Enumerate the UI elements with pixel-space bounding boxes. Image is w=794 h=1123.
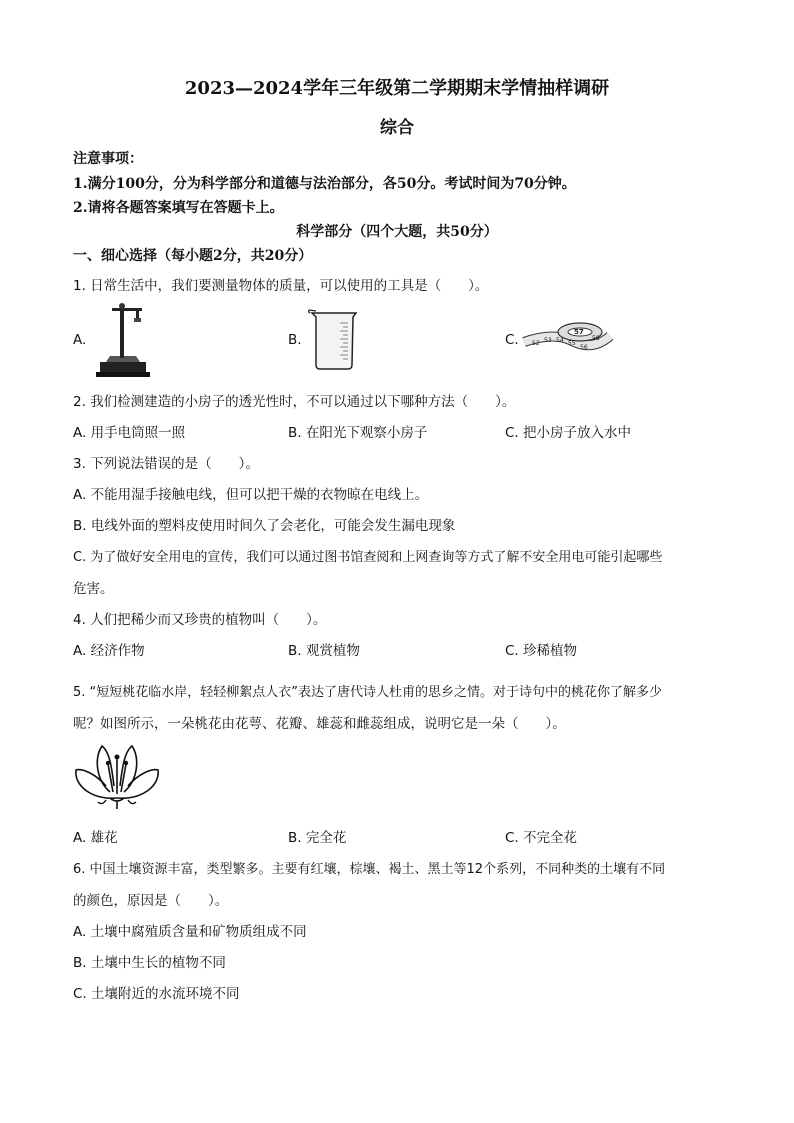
- tape-measure-icon: [522, 318, 614, 360]
- notes-line-2: 2.请将各题答案填写在答题卡上。: [73, 200, 284, 216]
- tape-number: 58: [592, 335, 600, 342]
- page-subtitle: 综合: [380, 118, 414, 138]
- question-2-stem: 2. 我们检测建造的小房子的透光性时，不可以通过以下哪种方法（ ）。: [73, 394, 516, 410]
- q3-option-a: A. 不能用湿手接触电线，但可以把干燥的衣物晾在电线上。: [73, 487, 429, 503]
- part1-title: 一、细心选择（每小题2分，共20分）: [73, 248, 313, 264]
- q1-option-a-label: A.: [73, 332, 87, 348]
- q3-option-c-line2: 危害。: [73, 581, 114, 597]
- page-title: 2023—2024学年三年级第二学期期末学情抽样调研: [184, 78, 610, 99]
- tape-number: 53: [544, 337, 552, 344]
- q4-option-b: B. 观赏植物: [288, 643, 360, 659]
- notes-heading: 注意事项：: [73, 151, 143, 167]
- q2-option-b: B. 在阳光下观察小房子: [288, 425, 428, 441]
- tape-number: 52: [532, 340, 540, 347]
- measuring-beaker-icon: [306, 309, 362, 371]
- q2-option-a: A. 用手电筒照一照: [73, 425, 186, 441]
- question-5-stem-line1: 5. “短短桃花临水岸，轻轻柳絮点人衣”表达了唐代诗人杜甫的思乡之情。对于诗句中的桃花你了解多少: [73, 685, 663, 700]
- question-1-stem: 1. 日常生活中，我们要测量物体的质量，可以使用的工具是（ ）。: [73, 278, 489, 294]
- platform-scale-icon: [92, 300, 154, 380]
- question-4-stem: 4. 人们把稀少而又珍贵的植物叫（ ）。: [73, 612, 327, 628]
- question-5-stem-line2: 呢？如图所示，一朵桃花由花萼、花瓣、雄蕊和雌蕊组成，说明它是一朵（ ）。: [73, 716, 566, 732]
- tape-number: 55: [568, 340, 576, 347]
- q6-option-a: A. 土壤中腐殖质含量和矿物质组成不同: [73, 924, 307, 940]
- q4-option-c: C. 珍稀植物: [505, 643, 578, 659]
- q4-option-a: A. 经济作物: [73, 643, 145, 659]
- question-6-stem-line1: 6. 中国土壤资源丰富，类型繁多。主要有红壤，棕壤、褐土、黑土等12个系列，不同种类的土壤有不同: [73, 862, 666, 877]
- q6-option-c: C. 土壤附近的水流环境不同: [73, 986, 240, 1002]
- q6-option-b: B. 土壤中生长的植物不同: [73, 955, 226, 971]
- q5-option-a: A. 雄花: [73, 830, 118, 846]
- question-3-stem: 3. 下列说法错误的是（ ）。: [73, 456, 259, 472]
- q1-option-b-label: B.: [288, 332, 302, 348]
- science-section-title: 科学部分（四个大题，共50分）: [296, 224, 498, 240]
- q5-option-b: B. 完全花: [288, 830, 347, 846]
- q5-option-c: C. 不完全花: [505, 830, 578, 846]
- tape-number: 54: [556, 337, 564, 344]
- tape-number: 56: [580, 344, 588, 351]
- q2-option-c: C. 把小房子放入水中: [505, 425, 632, 441]
- q1-option-c-label: C.: [505, 332, 519, 348]
- tape-number: 57: [574, 328, 584, 336]
- peach-flower-icon: [72, 740, 162, 810]
- question-6-stem-line2: 的颜色，原因是（ ）。: [73, 893, 229, 909]
- notes-line-1: 1.满分100分，分为科学部分和道德与法治部分，各50分。考试时间为70分钟。: [73, 176, 576, 192]
- q3-option-c-line1: C. 为了做好安全用电的宣传，我们可以通过图书馆查阅和上网查询等方式了解不安全用电可能引起哪些: [73, 550, 663, 565]
- q3-option-b: B. 电线外面的塑料皮使用时间久了会老化，可能会发生漏电现象: [73, 518, 456, 534]
